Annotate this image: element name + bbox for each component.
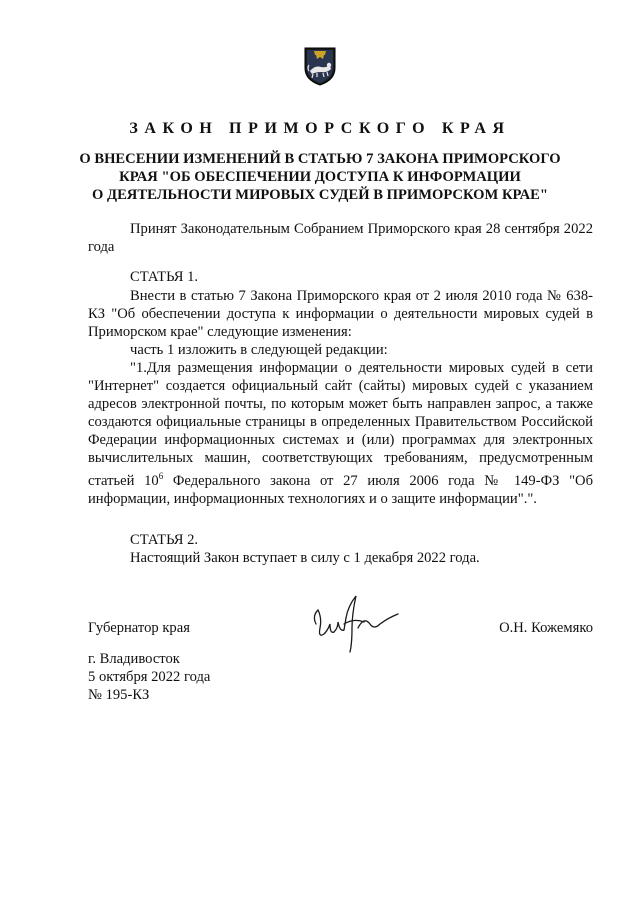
law-number: № 195-КЗ — [88, 687, 150, 703]
subtitle-line: О ВНЕСЕНИИ ИЗМЕНЕНИЙ В СТАТЬЮ 7 ЗАКОНА ПРИМОРСКОГО — [79, 151, 561, 167]
quote-text-part1: "1.Для размещения информации о деятельности мировых судей в сети "Интернет" создается официальный сайт (сайты) мировых судей с указанием адресов электронной почты, по которым может быть направлен запрос, а также создаются официальные страницы в определенных Правительством Российской Федерации информационных системах и (или) программах для электронных вычислительных машин, соответствующих требованиям, предусмотренным статьей 10 — [88, 360, 593, 489]
place-and-date — [88, 650, 210, 704]
subtitle-line: О ДЕЯТЕЛЬНОСТИ МИРОВЫХ СУДЕЙ В ПРИМОРСКОМ КРАЕ" — [92, 187, 548, 203]
signatory-name: О.Н. Кожемяко — [499, 620, 593, 636]
article-1-intro: Внести в статью 7 Закона Приморского края от 2 июля 2010 года № 638-КЗ "Об обеспечении доступа к информации о деятельности мировых судей в Приморском крае" следующие изменения: — [88, 288, 593, 340]
law-subtitle — [60, 150, 580, 204]
article-2-heading: СТАТЬЯ 2. — [130, 532, 199, 548]
primorsky-krai-coat-of-arms-icon — [303, 46, 337, 86]
article-1-instruction: часть 1 изложить в следующей редакции: — [130, 342, 388, 358]
quote-superscript: 6 — [158, 471, 164, 481]
quote-text-part2: Федерального закона от 27 июля 2006 года № 149-ФЗ "Об информации, информационных технологиях и о защите информации".". — [88, 472, 593, 507]
subtitle-line: КРАЯ "ОБ ОБЕСПЕЧЕНИИ ДОСТУПА К ИНФОРМАЦИИ — [119, 169, 521, 185]
law-title: ЗАКОН ПРИМОРСКОГО КРАЯ — [129, 120, 511, 137]
article-1-heading: СТАТЬЯ 1. — [130, 269, 199, 285]
signatory-role: Губернатор края — [88, 620, 190, 636]
signing-date: 5 октября 2022 года — [88, 669, 211, 685]
adoption-statement: Принят Законодательным Собранием Приморского края 28 сентября 2022 года — [88, 221, 593, 255]
article-2-text: Настоящий Закон вступает в силу с 1 декабря 2022 года. — [130, 550, 480, 566]
handwritten-signature — [308, 588, 408, 656]
city: г. Владивосток — [88, 651, 180, 667]
article-1-new-text — [88, 359, 593, 508]
